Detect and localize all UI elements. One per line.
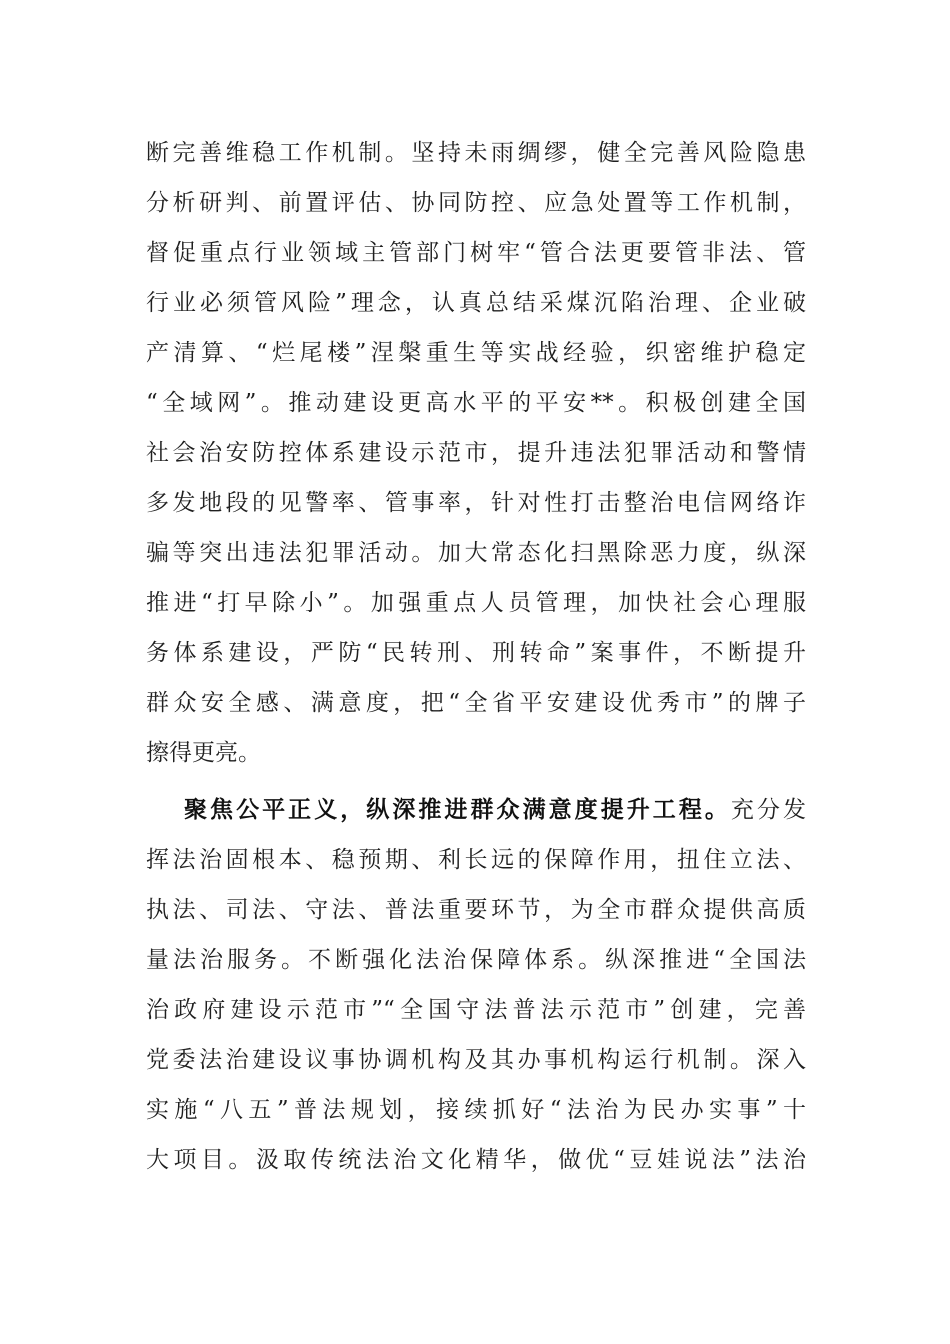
text-line: “全域网”。推动建设更高水平的平安**。积极创建全国 bbox=[146, 390, 806, 416]
text-line: 行业必须管风险”理念，认真总结采煤沉陷治理、企业破 bbox=[146, 290, 806, 316]
text-line: 社会治安防控体系建设示范市，提升违法犯罪活动和警情 bbox=[146, 440, 806, 466]
text-line: 务体系建设，严防“民转刑、刑转命”案事件，不断提升 bbox=[146, 640, 806, 666]
text-line: 骗等突出违法犯罪活动。加大常态化扫黑除恶力度，纵深 bbox=[146, 540, 806, 566]
text-line: 群众安全感、满意度，把“全省平安建设优秀市”的牌子 bbox=[146, 690, 806, 716]
text-line: 挥法治固根本、稳预期、利长远的保障作用，扭住立法、 bbox=[146, 847, 806, 873]
text-line: 量法治服务。不断强化法治保障体系。纵深推进“全国法 bbox=[146, 947, 806, 973]
text-line: 督促重点行业领域主管部门树牢“管合法更要管非法、管 bbox=[146, 240, 806, 266]
text-line: 执法、司法、守法、普法重要环节，为全市群众提供高质 bbox=[146, 897, 806, 923]
text-line: 推进“打早除小”。加强重点人员管理，加快社会心理服 bbox=[146, 590, 806, 616]
text-line: 断完善维稳工作机制。坚持未雨绸缪，健全完善风险隐患 bbox=[146, 140, 806, 166]
text-line: 大项目。汲取传统法治文化精华，做优“豆娃说法”法治 bbox=[146, 1147, 806, 1173]
text-span: 充分发 bbox=[730, 797, 806, 823]
paragraph-heading: 聚焦公平正义，纵深推进群众满意度提升工程。 bbox=[184, 796, 731, 823]
text-line: 实施“八五”普法规划，接续抓好“法治为民办实事”十 bbox=[146, 1097, 806, 1123]
text-line: 分析研判、前置评估、协同防控、应急处置等工作机制， bbox=[146, 190, 806, 216]
text-line: 治政府建设示范市”“全国守法普法示范市”创建，完善 bbox=[146, 997, 806, 1023]
text-line: 多发地段的见警率、管事率，针对性打击整治电信网络诈 bbox=[146, 490, 806, 516]
text-line: 擦得更亮。 bbox=[146, 740, 261, 766]
text-line: 党委法治建设议事协调机构及其办事机构运行机制。深入 bbox=[146, 1047, 806, 1073]
paragraph-first-line bbox=[184, 790, 806, 830]
text-line: 产清算、“烂尾楼”涅槃重生等实战经验，织密维护稳定 bbox=[146, 340, 806, 366]
